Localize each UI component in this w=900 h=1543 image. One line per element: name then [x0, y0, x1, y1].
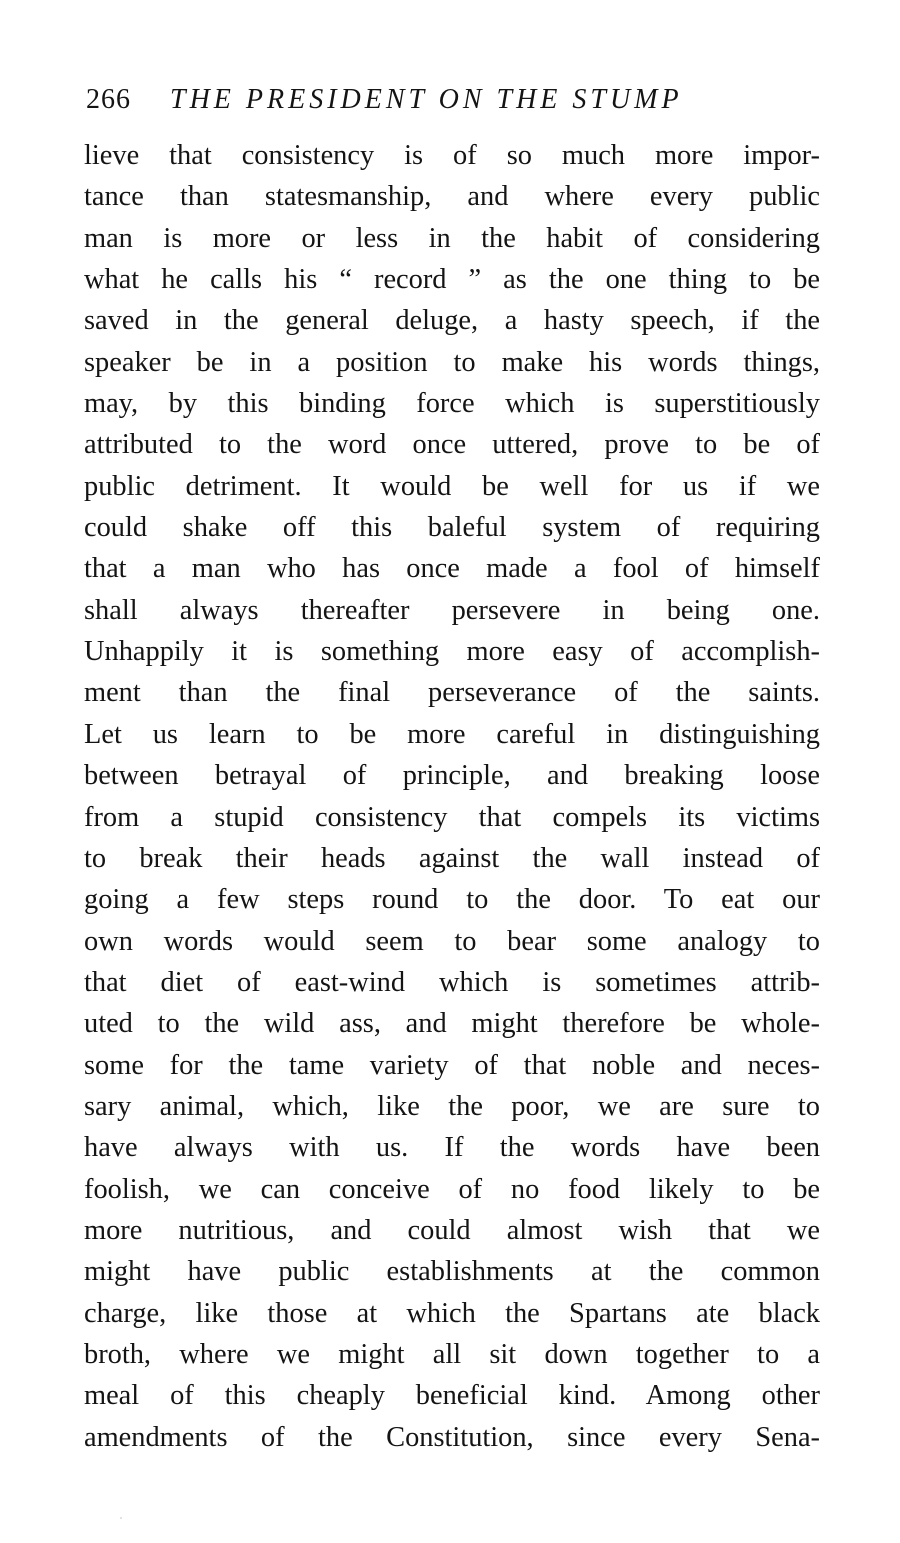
text-line: Unhappily it is something more easy of accomplish- [84, 636, 820, 668]
text-line: lieve that consistency is of so much more impor- [84, 140, 820, 171]
text-line: more nutritious, and could almost wish that we [84, 1214, 820, 1246]
text-line: attributed to the word once uttered, prove to be of [84, 429, 820, 461]
text-line: that a man who has once made a fool of himself [84, 553, 820, 585]
text-line: some for the tame variety of that noble and neces- [84, 1049, 820, 1081]
text-line: might have public establishments at the common [84, 1256, 820, 1288]
text-line: shall always thereafter persevere in being one. [84, 594, 820, 626]
text-line: charge, like those at which the Spartans ate black [84, 1297, 820, 1329]
text-line: public detriment. It would be well for us if we [84, 470, 820, 502]
running-head [86, 80, 826, 120]
text-line: foolish, we can conceive of no food likely to be [84, 1173, 820, 1205]
text-line: tance than statesmanship, and where every public [84, 181, 820, 213]
text-line: Let us learn to be more careful in distinguishing [84, 718, 820, 750]
running-title: THE PRESIDENT ON THE STUMP [170, 84, 683, 115]
paper-speck [120, 1517, 122, 1519]
text-line: going a few steps round to the door. To eat our [84, 884, 820, 916]
text-line: sary animal, which, like the poor, we are sure to [84, 1090, 820, 1122]
text-line: could shake off this baleful system of requiring [84, 512, 820, 544]
text-line: between betrayal of principle, and breaking loose [84, 760, 820, 792]
text-line: saved in the general deluge, a hasty speech, if the [84, 305, 820, 337]
text-line: have always with us. If the words have been [84, 1132, 820, 1164]
text-line: may, by this binding force which is superstitiously [84, 388, 820, 420]
page-number: 266 [86, 84, 131, 115]
text-line: broth, where we might all sit down together to a [84, 1338, 820, 1370]
text-line: meal of this cheaply beneficial kind. Among other [84, 1380, 820, 1412]
text-line: that diet of east-wind which is sometimes attrib- [84, 966, 820, 998]
text-line: uted to the wild ass, and might therefore be whole- [84, 1008, 820, 1040]
text-line: speaker be in a position to make his words things, [84, 346, 820, 378]
text-line: own words would seem to bear some analogy to [84, 925, 820, 957]
text-line: from a stupid consistency that compels its victims [84, 801, 820, 833]
text-line: man is more or less in the habit of considering [84, 222, 820, 254]
text-line: to break their heads against the wall instead of [84, 842, 820, 874]
text-line: what he calls his “ record ” as the one thing to be [84, 264, 820, 296]
text-line: amendments of the Constitution, since every Sena- [84, 1421, 820, 1453]
body-text [84, 135, 820, 1458]
text-line: ment than the final perseverance of the saints. [84, 677, 820, 709]
